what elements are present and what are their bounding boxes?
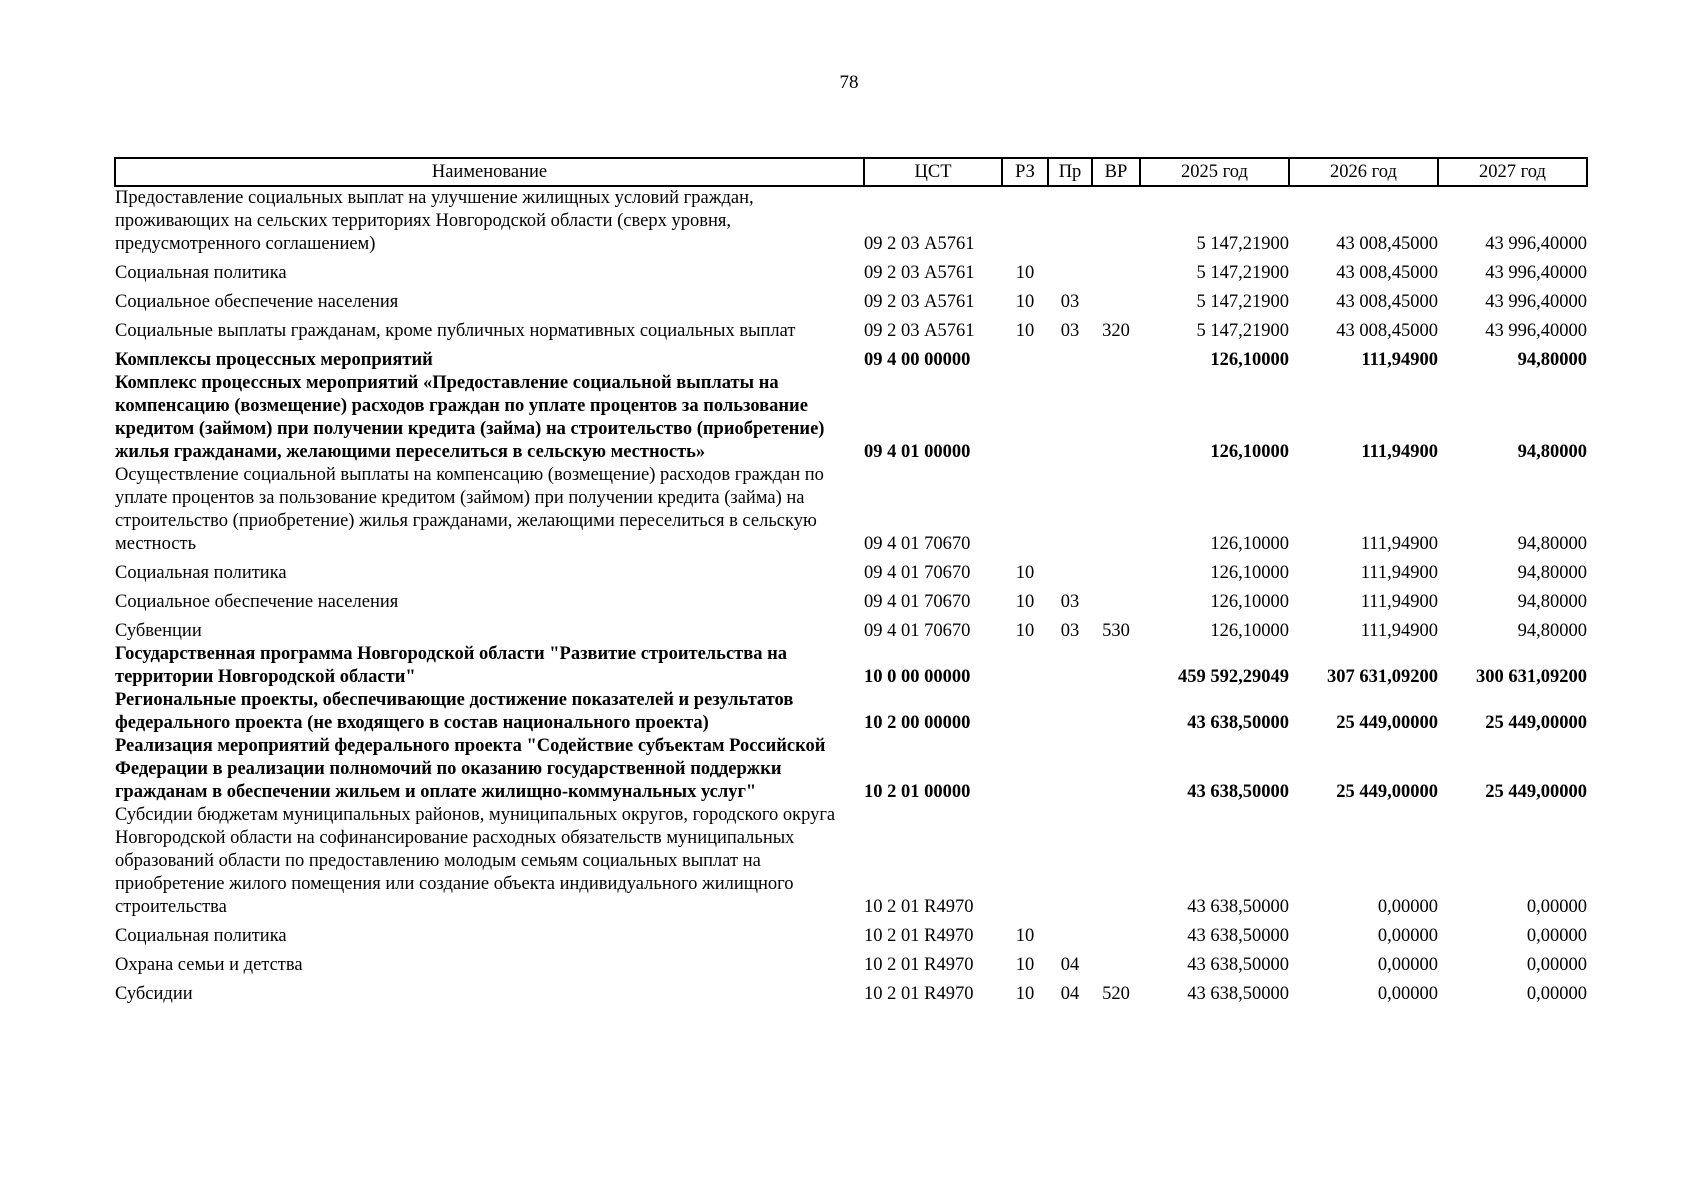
row-pr bbox=[1048, 804, 1092, 919]
row-name: Субсидии bbox=[115, 984, 193, 1004]
row-vr bbox=[1092, 556, 1140, 585]
row-vr bbox=[1092, 948, 1140, 977]
header-2025: 2025 год bbox=[1140, 158, 1289, 186]
row-2025: 43 638,50000 bbox=[1187, 782, 1289, 802]
row-2027: 0,00000 bbox=[1526, 955, 1587, 975]
row-2027: 94,80000 bbox=[1517, 350, 1587, 370]
row-2026: 0,00000 bbox=[1377, 984, 1438, 1004]
row-2027: 25 449,00000 bbox=[1485, 782, 1587, 802]
row-2025: 126,10000 bbox=[1210, 350, 1289, 370]
row-name: Предоставление социальных выплат на улучшение жилищных условий граждан, проживающих на сельских территориях Новгородской области (сверх уровня, предусмотренного соглашением) bbox=[115, 188, 754, 254]
table-row bbox=[115, 556, 1587, 585]
row-2025: 43 638,50000 bbox=[1187, 955, 1289, 975]
row-2025: 126,10000 bbox=[1210, 442, 1289, 462]
row-2026: 111,94900 bbox=[1360, 621, 1438, 641]
table-row bbox=[115, 372, 1587, 464]
table-row bbox=[115, 643, 1587, 689]
row-cst: 10 0 00 00000 bbox=[864, 667, 971, 687]
table-header bbox=[115, 158, 1587, 186]
header-rz: РЗ bbox=[1002, 158, 1048, 186]
row-vr bbox=[1092, 285, 1140, 314]
row-pr: 04 bbox=[1060, 955, 1080, 975]
row-2027: 94,80000 bbox=[1517, 621, 1587, 641]
row-rz bbox=[1002, 343, 1048, 372]
table-row bbox=[115, 186, 1587, 256]
row-vr bbox=[1092, 585, 1140, 614]
row-pr bbox=[1048, 919, 1092, 948]
row-2027: 25 449,00000 bbox=[1485, 713, 1587, 733]
table-row bbox=[115, 689, 1587, 735]
row-name: Социальное обеспечение населения bbox=[115, 592, 399, 612]
row-2027: 94,80000 bbox=[1517, 592, 1587, 612]
row-2025: 459 592,29049 bbox=[1178, 667, 1289, 687]
row-2027: 0,00000 bbox=[1526, 926, 1587, 946]
table-row bbox=[115, 614, 1587, 643]
header-name: Наименование bbox=[115, 158, 864, 186]
row-2026: 43 008,45000 bbox=[1336, 321, 1438, 341]
row-2027: 43 996,40000 bbox=[1485, 321, 1587, 341]
row-cst: 10 2 01 R4970 bbox=[864, 984, 974, 1004]
row-pr: 03 bbox=[1060, 621, 1080, 641]
row-2027: 94,80000 bbox=[1517, 563, 1587, 583]
row-rz bbox=[1002, 372, 1048, 464]
row-rz: 10 bbox=[1015, 926, 1035, 946]
row-2026: 111,94900 bbox=[1360, 592, 1438, 612]
row-vr bbox=[1092, 689, 1140, 735]
row-2026: 111,94900 bbox=[1361, 442, 1438, 462]
row-rz: 10 bbox=[1015, 984, 1035, 1004]
row-name: Реализация мероприятий федерального проекта "Содействие субъектам Российской Федерации в реализации полномочий по оказанию государственной поддержки гражданам в обеспечении жильем и оплате жилищно-коммунальных услуг" bbox=[115, 736, 826, 802]
row-cst: 09 4 01 70670 bbox=[864, 592, 971, 612]
row-2026: 43 008,45000 bbox=[1336, 292, 1438, 312]
row-name: Социальная политика bbox=[115, 563, 287, 583]
row-cst: 09 2 03 А5761 bbox=[864, 263, 975, 283]
row-2026: 0,00000 bbox=[1377, 955, 1438, 975]
row-vr bbox=[1092, 919, 1140, 948]
row-name: Комплекс процессных мероприятий «Предоставление социальной выплаты на компенсацию (возмещение) расходов граждан по уплате процентов за пользование кредитом (займом) при получении кредита (займа) на строительство (приобретение) жилья гражданами, желающими переселиться в сельскую местность» bbox=[115, 373, 825, 462]
row-2026: 43 008,45000 bbox=[1336, 263, 1438, 283]
row-2025: 5 147,21900 bbox=[1196, 321, 1289, 341]
row-pr bbox=[1048, 256, 1092, 285]
table-row bbox=[115, 343, 1587, 372]
row-pr bbox=[1048, 643, 1092, 689]
row-vr bbox=[1092, 464, 1140, 556]
row-2026: 111,94900 bbox=[1360, 534, 1438, 554]
row-vr bbox=[1092, 256, 1140, 285]
table-row bbox=[115, 285, 1587, 314]
row-2025: 5 147,21900 bbox=[1196, 292, 1289, 312]
row-name: Охрана семьи и детства bbox=[115, 955, 303, 975]
row-2027: 43 996,40000 bbox=[1485, 292, 1587, 312]
row-2027: 94,80000 bbox=[1517, 442, 1587, 462]
row-name: Социальная политика bbox=[115, 263, 287, 283]
row-rz: 10 bbox=[1015, 292, 1035, 312]
row-cst: 10 2 01 00000 bbox=[864, 782, 971, 802]
row-pr bbox=[1048, 186, 1092, 256]
row-name: Социальная политика bbox=[115, 926, 287, 946]
row-2027: 43 996,40000 bbox=[1485, 234, 1587, 254]
row-rz: 10 bbox=[1015, 592, 1035, 612]
row-vr: 530 bbox=[1102, 621, 1130, 641]
row-name: Государственная программа Новгородской области "Развитие строительства на территории Новгородской области" bbox=[115, 644, 788, 687]
row-name: Региональные проекты, обеспечивающие достижение показателей и результатов федерального проекта (не входящего в состав национального проекта) bbox=[115, 690, 794, 733]
row-rz: 10 bbox=[1015, 263, 1035, 283]
header-pr: Пр bbox=[1048, 158, 1092, 186]
row-2025: 5 147,21900 bbox=[1196, 263, 1289, 283]
row-rz bbox=[1002, 464, 1048, 556]
row-vr bbox=[1092, 343, 1140, 372]
row-2025: 126,10000 bbox=[1210, 563, 1289, 583]
row-name: Осуществление социальной выплаты на компенсацию (возмещение) расходов граждан по уплате процентов за пользование кредитом (займом) при получении кредита (займа) на строительство (приобретение) жилья гражданами, желающими переселиться в сельскую местность bbox=[115, 465, 824, 554]
row-pr: 03 bbox=[1060, 592, 1080, 612]
row-2026: 25 449,00000 bbox=[1336, 713, 1438, 733]
row-cst: 10 2 01 R4970 bbox=[864, 897, 974, 917]
row-rz bbox=[1002, 186, 1048, 256]
row-pr bbox=[1048, 372, 1092, 464]
row-pr bbox=[1048, 735, 1092, 804]
row-pr bbox=[1048, 464, 1092, 556]
row-cst: 09 4 01 70670 bbox=[864, 563, 971, 583]
row-2026: 0,00000 bbox=[1377, 897, 1438, 917]
row-name: Субсидии бюджетам муниципальных районов, муниципальных округов, городского округа Новгородской области на софинансирование расходных обязательств муниципальных образований области по предоставлению молодым семьям социальных выплат на приобретение жилого помещения или создание объекта индивидуального жилищного строительства bbox=[115, 805, 836, 917]
row-2026: 25 449,00000 bbox=[1336, 782, 1438, 802]
row-cst: 10 2 01 R4970 bbox=[864, 955, 974, 975]
row-rz: 10 bbox=[1015, 563, 1035, 583]
row-rz bbox=[1002, 689, 1048, 735]
header-cst: ЦСТ bbox=[864, 158, 1002, 186]
row-2026: 0,00000 bbox=[1377, 926, 1438, 946]
row-name: Субвенции bbox=[115, 621, 202, 641]
header-vr: ВР bbox=[1092, 158, 1140, 186]
row-vr bbox=[1092, 735, 1140, 804]
row-rz: 10 bbox=[1015, 321, 1035, 341]
row-2027: 43 996,40000 bbox=[1485, 263, 1587, 283]
row-vr bbox=[1092, 186, 1140, 256]
row-cst: 09 4 01 70670 bbox=[864, 621, 971, 641]
row-2025: 126,10000 bbox=[1210, 592, 1289, 612]
row-2027: 0,00000 bbox=[1526, 984, 1587, 1004]
budget-table bbox=[114, 157, 1588, 1006]
row-pr bbox=[1048, 689, 1092, 735]
table-row bbox=[115, 314, 1587, 343]
row-2026: 307 631,09200 bbox=[1327, 667, 1438, 687]
row-cst: 09 2 03 А5761 bbox=[864, 292, 975, 312]
row-2025: 43 638,50000 bbox=[1187, 897, 1289, 917]
row-pr bbox=[1048, 556, 1092, 585]
table-row bbox=[115, 735, 1587, 804]
table-row bbox=[115, 919, 1587, 948]
table-body bbox=[115, 186, 1587, 1006]
row-cst: 09 2 03 А5761 bbox=[864, 234, 975, 254]
row-rz bbox=[1002, 804, 1048, 919]
row-vr: 320 bbox=[1102, 321, 1130, 341]
row-name: Социальное обеспечение населения bbox=[115, 292, 399, 312]
row-cst: 09 4 00 00000 bbox=[864, 350, 971, 370]
row-pr: 03 bbox=[1060, 292, 1080, 312]
table-row bbox=[115, 948, 1587, 977]
row-pr bbox=[1048, 343, 1092, 372]
row-2026: 111,94900 bbox=[1361, 350, 1438, 370]
row-cst: 10 2 00 00000 bbox=[864, 713, 971, 733]
row-pr: 03 bbox=[1060, 321, 1080, 341]
row-cst: 09 4 01 00000 bbox=[864, 442, 971, 462]
row-vr bbox=[1092, 643, 1140, 689]
header-2027: 2027 год bbox=[1438, 158, 1587, 186]
row-vr: 520 bbox=[1102, 984, 1130, 1004]
row-2025: 126,10000 bbox=[1210, 534, 1289, 554]
row-rz bbox=[1002, 643, 1048, 689]
row-name: Социальные выплаты гражданам, кроме публичных нормативных социальных выплат bbox=[115, 321, 796, 341]
header-2026: 2026 год bbox=[1289, 158, 1438, 186]
table-row bbox=[115, 585, 1587, 614]
row-rz bbox=[1002, 735, 1048, 804]
row-name: Комплексы процессных мероприятий bbox=[115, 350, 433, 370]
row-2025: 126,10000 bbox=[1210, 621, 1289, 641]
row-2025: 43 638,50000 bbox=[1187, 926, 1289, 946]
table-row bbox=[115, 977, 1587, 1006]
row-2026: 111,94900 bbox=[1360, 563, 1438, 583]
row-rz: 10 bbox=[1015, 955, 1035, 975]
row-2025: 43 638,50000 bbox=[1187, 984, 1289, 1004]
row-cst: 09 4 01 70670 bbox=[864, 534, 971, 554]
table-row bbox=[115, 804, 1587, 919]
row-2025: 43 638,50000 bbox=[1187, 713, 1289, 733]
page-number: 78 bbox=[839, 72, 859, 93]
table-row bbox=[115, 464, 1587, 556]
row-cst: 09 2 03 А5761 bbox=[864, 321, 975, 341]
table-row bbox=[115, 256, 1587, 285]
row-vr bbox=[1092, 372, 1140, 464]
row-2025: 5 147,21900 bbox=[1196, 234, 1289, 254]
row-vr bbox=[1092, 804, 1140, 919]
row-2027: 300 631,09200 bbox=[1476, 667, 1587, 687]
row-rz: 10 bbox=[1015, 621, 1035, 641]
row-2027: 94,80000 bbox=[1517, 534, 1587, 554]
row-2027: 0,00000 bbox=[1526, 897, 1587, 917]
row-pr: 04 bbox=[1060, 984, 1080, 1004]
row-cst: 10 2 01 R4970 bbox=[864, 926, 974, 946]
row-2026: 43 008,45000 bbox=[1336, 234, 1438, 254]
